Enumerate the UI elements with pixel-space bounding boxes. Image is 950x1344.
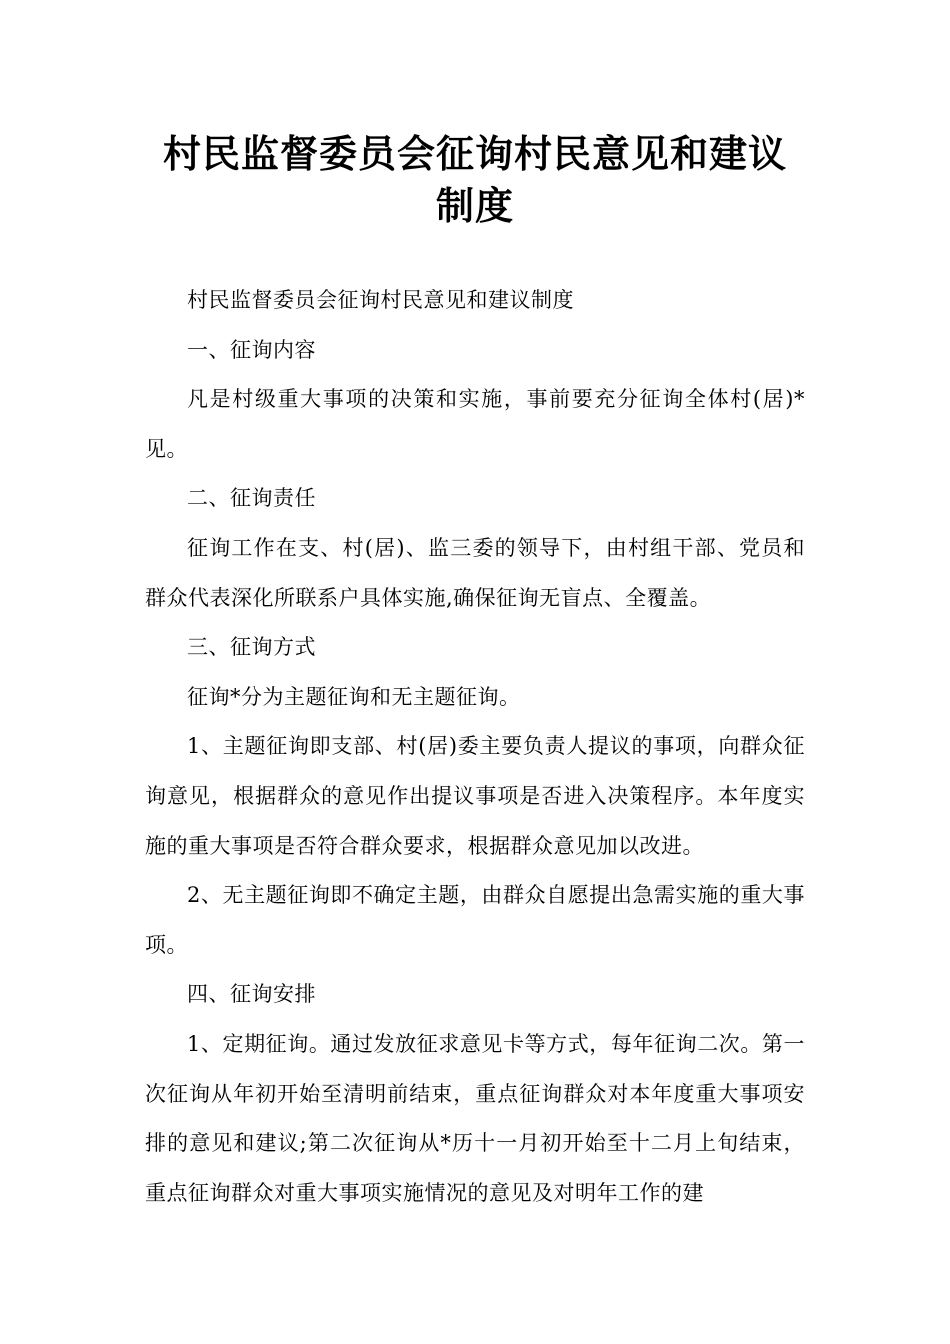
paragraph-method: 征询*分为主题征询和无主题征询。 xyxy=(187,684,521,709)
section-heading-content: 一、征询内容 xyxy=(187,337,316,362)
paragraph-responsibility: 征询工作在支、村(居)、监三委的领导下，由村组干部、党员和群众代表深化所联系户具体实施,确保征询无盲点、全覆盖。 xyxy=(145,535,805,610)
paragraph-doc-name: 村民监督委员会征询村民意见和建议制度 xyxy=(187,288,574,312)
section-heading-responsibility: 二、征询责任 xyxy=(187,486,316,511)
section-heading-arrangement: 四、征询安排 xyxy=(187,982,316,1007)
paragraph-arrangement-item-1: 1、定期征询。通过发放征求意见卡等方式，每年征询二次。第一次征询从年初开始至清明前结束，重点征询群众对本年度重大事项安排的意见和建议;第二次征询从*历十一月初开始至十二月上旬结束，重点征询群众对重大事项实施情况的意见及对明年工作的建 xyxy=(145,1031,805,1205)
paragraph-method-item-2: 2、无主题征询即不确定主题，由群众自愿提出急需实施的重大事项。 xyxy=(145,883,805,957)
document-title: 村民监督委员会征询村民意见和建议制度 xyxy=(162,132,787,228)
document-body xyxy=(145,276,805,1218)
paragraph-method-item-1: 1、主题征询即支部、村(居)委主要负责人提议的事项，向群众征询意见，根据群众的意见作出提议事项是否进入决策程序。本年度实施的重大事项是否符合群众要求，根据群众意见加以改进。 xyxy=(145,734,805,858)
section-heading-method: 三、征询方式 xyxy=(187,635,316,660)
paragraph-content: 凡是村级重大事项的决策和实施，事前要充分征询全体村(居)*见。 xyxy=(145,387,805,461)
